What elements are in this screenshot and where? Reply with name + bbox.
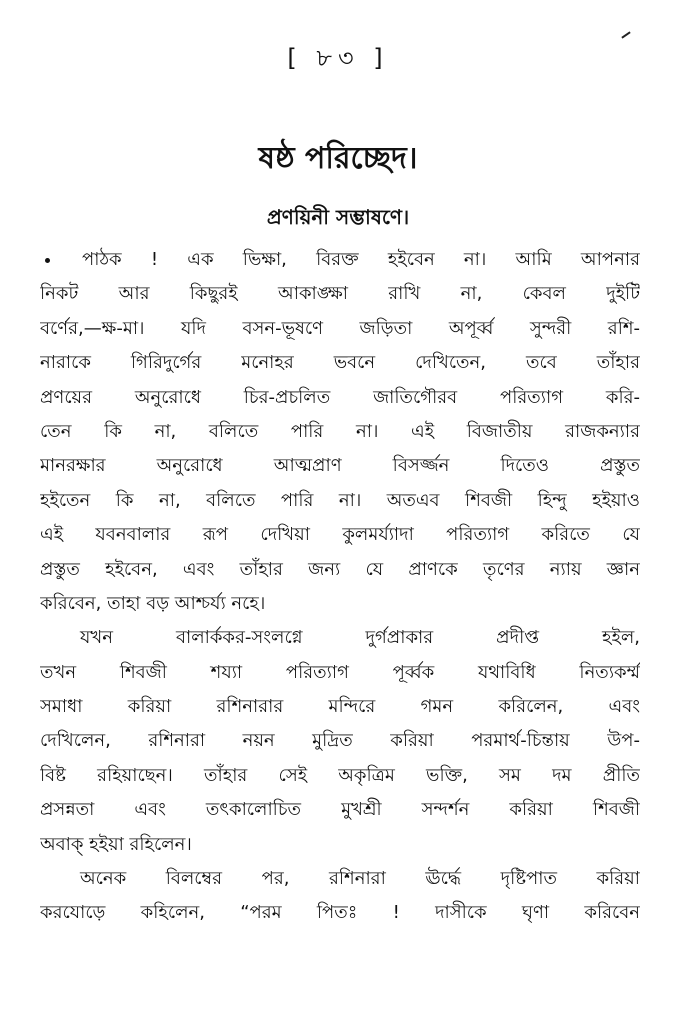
scan-mark	[621, 31, 630, 38]
text-line: করযোড়ে কহিলেন, “পরম পিতঃ ! দাসীকে ঘৃণা করিবেন	[40, 902, 640, 924]
text-line: দেখিলেন, রশিনারা নয়ন মুদ্রিত করিয়া পরমার্থ-চিন্তায় উপ-	[40, 730, 640, 752]
text-line: বর্ণের,—ক্ষ-মা। যদি বসন-ভূষণে জড়িতা অপূর্ব্ব সুন্দরী রশি-	[40, 317, 640, 339]
text-line: নিকট আর কিছুরই আকাঙ্ক্ষা রাখি না, কেবল দুইটি	[40, 283, 640, 305]
text-line: অবাক্ হইয়া রহিলেন।	[40, 833, 192, 855]
text-line: প্রণয়ের অনুরোধে চির-প্রচলিত জাতিগৌরব পরিত্যাগ করি-	[40, 386, 640, 408]
body-text	[40, 243, 640, 931]
text-line: অনেক বিলম্বের পর, রশিনারা ঊর্দ্ধে দৃষ্টিপাত করিয়া	[80, 868, 640, 890]
text-line: মানরক্ষার অনুরোধে আত্মপ্রাণ বিসর্জ্জন দিতেও প্রস্তুত	[40, 455, 640, 477]
text-line: তখন শিবজী শয্যা পরিত্যাগ পূর্ব্বক যথাবিধি নিত্যকর্ম্ম	[40, 661, 640, 683]
chapter-title: ষষ্ঠ পরিচ্ছেদ।	[258, 141, 418, 176]
text-line: করিবেন, তাহা বড় আশ্চর্য্য নহে।	[40, 592, 266, 614]
text-line: বিষ্ট রহিয়াছেন। তাঁহার সেই অকৃত্রিম ভক্তি, সম দম প্রীতি	[40, 764, 640, 786]
text-line: পাঠক ! এক ভিক্ষা, বিরক্ত হইবেন না। আমি আপনার	[82, 249, 640, 270]
text-line: তেন কি না, বলিতে পারি না। এই বিজাতীয় রাজকন্যার	[40, 420, 640, 442]
text-line: এই যবনবালার রূপ দেখিয়া কুলমর্য্যাদা পরিত্যাগ করিতে যে	[40, 524, 640, 546]
section-title: প্রণয়িনী সম্ভাষণে।	[266, 205, 410, 229]
text-line: প্রস্তুত হইবেন, এবং তাঁহার জন্য যে প্রাণকে তৃণের ন্যায় জ্ঞান	[40, 558, 640, 580]
page-number: [ ৮৩ ]	[287, 44, 389, 72]
text-line: যখন বালার্ককর-সংলগ্নে দুর্গপ্রাকার প্রদীপ্ত হইল,	[80, 627, 640, 649]
text-line: প্রসন্নতা এবং তৎকালোচিত মুখশ্রী সন্দর্শন করিয়া শিবজী	[40, 799, 640, 821]
text-line: সমাধা করিয়া রশিনারার মন্দিরে গমন করিলেন, এবং	[40, 696, 640, 718]
text-line: হইতেন কি না, বলিতে পারি না। অতএব শিবজী হিন্দু হইয়াও	[40, 489, 640, 511]
text-line: নারাকে গিরিদুর্গের মনোহর ভবনে দেখিতেন, তবে তাঁহার	[40, 352, 640, 374]
